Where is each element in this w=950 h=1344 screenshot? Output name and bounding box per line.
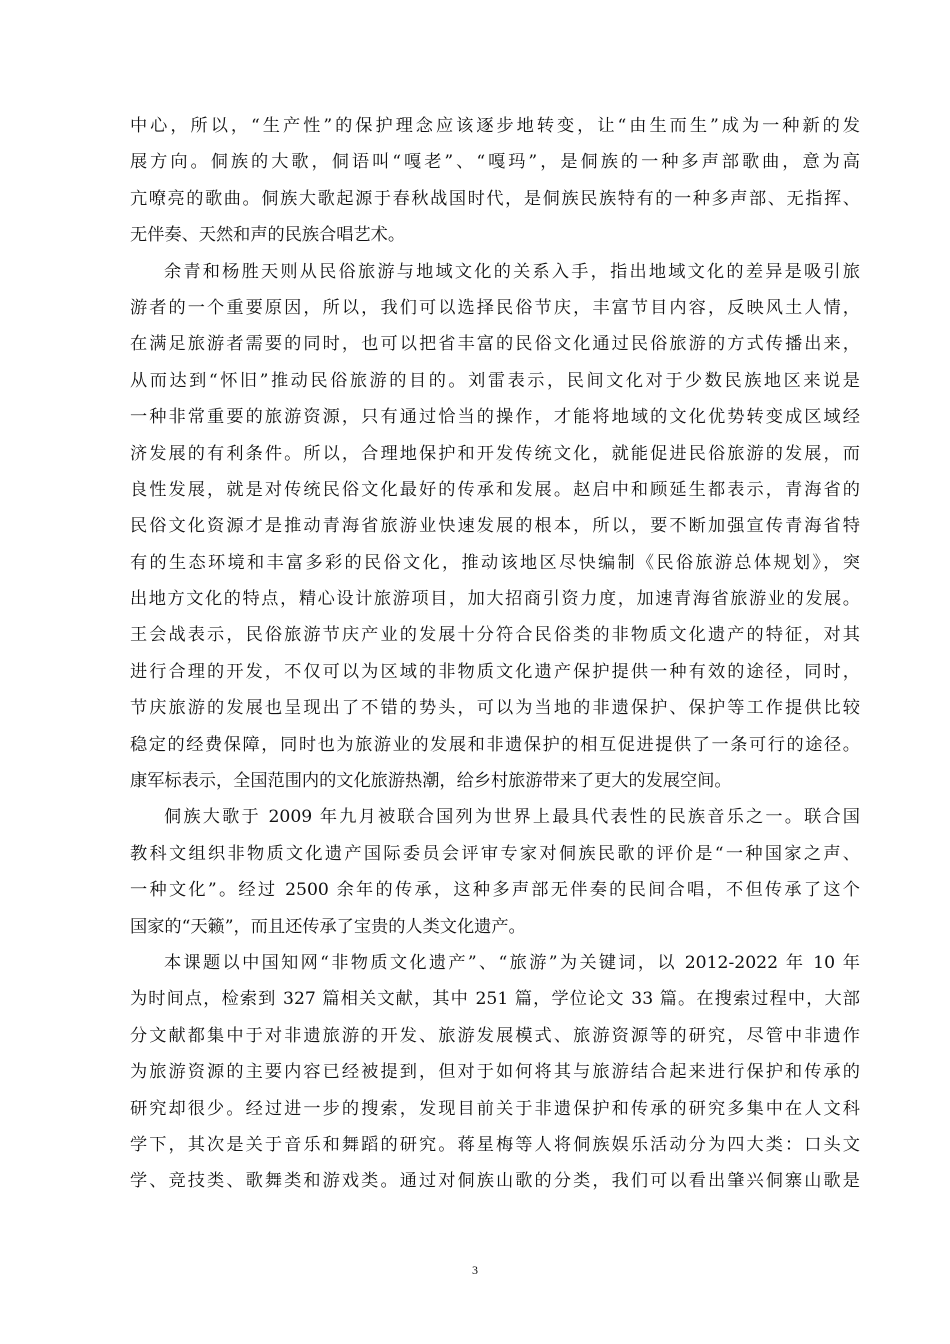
text-line: 有的生态环境和丰富多彩的民俗文化，推动该地区尽快编制《民俗旅游总体规划》，突 [130, 552, 860, 573]
text-line: 余青和杨胜天则从民俗旅游与地域文化的关系入手，指出地域文化的差异是吸引旅 [164, 261, 860, 282]
text-line: 进行合理的开发，不仅可以为区域的非物质文化遗产保护提供一种有效的途径，同时， [130, 661, 860, 682]
text-line: 一种非常重要的旅游资源，只有通过恰当的操作，才能将地域的文化优势转变成区域经 [130, 407, 860, 428]
text-line: 出地方文化的特点，精心设计旅游项目，加大招商引资力度，加速青海省旅游业的发展。 [130, 589, 860, 610]
text-line: 教科文组织非物质文化遗产国际委员会评审专家对侗族民歌的评价是“一种国家之声、 [130, 843, 860, 864]
text-line: 从而达到“怀旧”推动民俗旅游的目的。刘雷表示，民间文化对于少数民族地区来说是 [130, 370, 860, 391]
text-line: 节庆旅游的发展也呈现出了不错的势头，可以为当地的非遗保护、保护等工作提供比较 [130, 698, 860, 719]
text-line: 民俗文化资源才是推动青海省旅游业快速发展的根本，所以，要不断加强宣传青海省特 [130, 516, 860, 537]
text-line: 康军标表示，全国范围内的文化旅游热潮，给乡村旅游带来了更大的发展空间。 [130, 771, 732, 792]
text-line: 中心，所以，“生产性”的保护理念应该逐步地转变，让“由生而生”成为一种新的发 [130, 116, 860, 136]
body-text [130, 108, 860, 1200]
text-line: 展方向。侗族的大歌，侗语叫“嘎老”、“嘎玛”，是侗族的一种多声部歌曲，意为高 [130, 152, 860, 173]
text-line: 游者的一个重要原因，所以，我们可以选择民俗节庆，丰富节目内容，反映风土人情， [130, 297, 860, 318]
text-line: 良性发展，就是对传统民俗文化最好的传承和发展。赵启中和顾延生都表示，青海省的 [130, 479, 860, 500]
text-line: 亢嘹亮的歌曲。侗族大歌起源于春秋战国时代，是侗族民族特有的一种多声部、无指挥、 [130, 188, 860, 209]
text-line: 为旅游资源的主要内容已经被提到，但对于如何将其与旅游结合起来进行保护和传承的 [130, 1062, 860, 1083]
text-line: 在满足旅游者需要的同时，也可以把省丰富的民俗文化通过民俗旅游的方式传播出来， [130, 334, 860, 355]
text-line: 本课题以中国知网“非物质文化遗产”、“旅游”为关键词，以 2012-2022 年 10 年 [164, 952, 860, 973]
text-line: 国家的“天籁”，而且还传承了宝贵的人类文化遗产。 [130, 916, 526, 937]
text-line: 一种文化”。经过 2500 余年的传承，这种多声部无伴奏的民间合唱，不但传承了这个 [130, 880, 860, 901]
text-line: 稳定的经费保障，同时也为旅游业的发展和非遗保护的相互促进提供了一条可行的途径。 [130, 734, 860, 755]
text-line: 侗族大歌于 2009 年九月被联合国列为世界上最具代表性的民族音乐之一。联合国 [164, 807, 860, 828]
page-number: 3 [472, 1263, 478, 1277]
text-line: 济发展的有利条件。所以，合理地保护和开发传统文化，就能促进民俗旅游的发展，而 [130, 443, 860, 464]
text-line: 王会战表示，民俗旅游节庆产业的发展十分符合民俗类的非物质文化遗产的特征，对其 [130, 625, 860, 646]
text-line: 无伴奏、天然和声的民族合唱艺术。 [130, 225, 406, 246]
text-line: 为时间点，检索到 327 篇相关文献，其中 251 篇，学位论文 33 篇。在搜索过程中，大部 [130, 989, 860, 1010]
text-line: 研究却很少。经过进一步的搜索，发现目前关于非遗保护和传承的研究多集中在人文科 [130, 1098, 860, 1119]
text-line: 学、竞技类、歌舞类和游戏类。通过对侗族山歌的分类，我们可以看出肇兴侗寨山歌是 [130, 1171, 860, 1192]
text-line: 分文献都集中于对非遗旅游的开发、旅游发展模式、旅游资源等的研究，尽管中非遗作 [130, 1025, 860, 1046]
text-line: 学下，其次是关于音乐和舞蹈的研究。蒋星梅等人将侗族娱乐活动分为四大类：口头文 [130, 1134, 860, 1155]
